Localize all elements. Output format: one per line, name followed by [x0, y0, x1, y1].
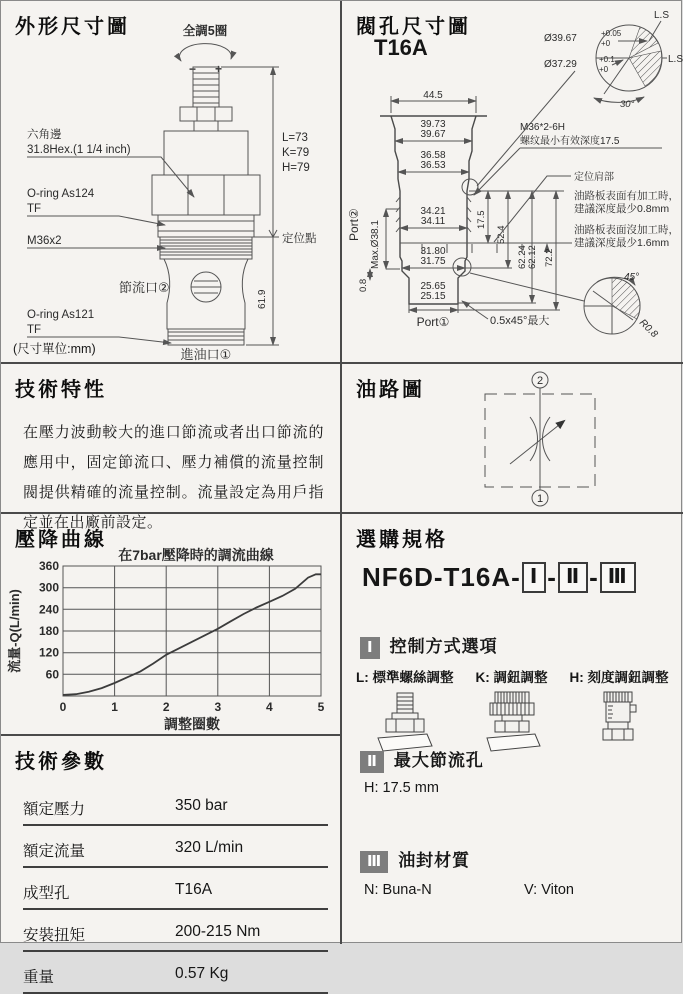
dim-31-75: 31.75: [420, 256, 446, 267]
dia-3967-tol-dn: +0: [601, 39, 611, 48]
unmachined-note-1: 油路板表面沒加工時，: [574, 224, 679, 236]
y-axis-label: 流量-Q(L/min): [7, 589, 22, 673]
param-value: 350 bar: [175, 797, 228, 814]
bottom-detail-view: [470, 272, 660, 340]
group1-numeral-chip: Ⅰ: [360, 637, 380, 659]
oring-top-label: O-ring As124: [27, 188, 95, 200]
angle-30-label: 30°: [620, 99, 635, 110]
option-H-label: H: 刻度調鈕調整: [569, 670, 669, 685]
seal-group: [360, 846, 470, 873]
svg-text:60: 60: [45, 667, 59, 682]
dim-62-24: 62.2462.12: [517, 245, 538, 269]
group1-heading: 控制方式選項: [389, 637, 498, 656]
params-table: [23, 784, 328, 994]
section-cavity-dimensions: [342, 1, 683, 364]
svg-text:1: 1: [111, 700, 118, 714]
ls-label-right: L.S: [668, 54, 683, 65]
group3-numeral-chip: Ⅲ: [360, 851, 388, 873]
oring-bottom-tf: TF: [27, 324, 42, 336]
chart-grid: [63, 566, 321, 696]
thread-label: M36x2: [27, 235, 62, 247]
seal-options-row: [364, 882, 574, 898]
dia-3729-tol-dn: +0: [599, 65, 609, 74]
model-sep-2: -: [547, 562, 557, 592]
params-title: 技術參數: [15, 751, 107, 773]
top-detail-view: [477, 10, 683, 186]
dim-K: K=79: [282, 147, 310, 159]
param-label: 成型孔: [23, 885, 70, 902]
param-label: 額定流量: [23, 843, 86, 860]
cavity-width-dims: [391, 90, 476, 329]
model-sep-1: -: [511, 562, 521, 592]
features-text: 在壓力波動較大的進口節流或者出口節流的應用中，固定節流口、壓力補償的流量控制閥提供精確的流量控制。流量設定為用戶指定並在出廠前設定。: [23, 424, 324, 531]
dim-39-73: 39.73: [420, 119, 446, 130]
angle-45-label: 45°: [624, 272, 640, 283]
ordering-title: 選購規格: [356, 529, 448, 551]
svg-text:300: 300: [38, 580, 59, 595]
knob-adjust-icon: [481, 690, 543, 754]
dim-62-12: 62.12: [527, 245, 538, 269]
model-numeral-1: Ⅰ: [522, 562, 546, 593]
plus-sign: +: [215, 62, 223, 76]
svg-text:4: 4: [266, 700, 273, 714]
seal-option-V: V: Viton: [524, 882, 574, 898]
table-row: [23, 826, 328, 868]
dim-34-11: 34.11: [420, 216, 446, 227]
adjust-turns-label: 全調5圈: [182, 24, 228, 38]
dim-0-8: 0.8: [358, 278, 369, 292]
dim-34-21: 34.21: [420, 206, 446, 217]
dim-44-5: 44.5: [423, 90, 443, 101]
section-features: [1, 364, 342, 531]
model-sep-3: -: [589, 562, 599, 592]
table-row: [23, 910, 328, 952]
dim-25-65: 25.65: [420, 281, 446, 292]
svg-text:3: 3: [214, 700, 222, 714]
table-row: [23, 952, 328, 994]
svg-text:120: 120: [38, 645, 59, 660]
dim-52-4: 52.4: [496, 225, 507, 244]
max-dia-label: Max.Ø38.1: [370, 220, 381, 269]
table-row: [23, 784, 328, 826]
screw-adjust-icon: [375, 690, 435, 754]
dia-3967: Ø39.67: [544, 33, 577, 44]
dim-72-2: 72.2: [544, 248, 555, 267]
dim-36-53: 36.53: [420, 160, 446, 171]
section-outline-dimensions: [1, 1, 342, 364]
orifice-option: H: 17.5 mm: [364, 780, 439, 796]
chamfer-note: 0.5x45°最大: [490, 315, 550, 327]
port1-label: Port①: [416, 315, 450, 329]
table-row: [23, 868, 328, 910]
cavity-model: T16A: [374, 35, 428, 60]
x-tick-labels: [60, 700, 325, 714]
outline-leader-labels: [27, 127, 194, 343]
dia-3729: Ø37.29: [544, 59, 577, 70]
dim-25-15: 25.15: [420, 291, 446, 302]
param-label: 安裝扭矩: [23, 927, 86, 944]
group2-heading: 最大節流孔: [393, 751, 484, 770]
thread-spec: M36*2-6H: [520, 122, 566, 133]
model-prefix: NF6D-T16A: [362, 562, 512, 592]
section-curve: [1, 514, 342, 736]
param-value: 200-215 Nm: [175, 923, 261, 940]
param-value: 320 L/min: [175, 839, 244, 856]
param-value: 0.57 Kg: [175, 965, 229, 982]
cavity-notes: [462, 122, 679, 327]
port2-label: Port②: [347, 208, 361, 241]
cavity-title: 閥孔尺寸圖: [356, 16, 471, 38]
outline-height-dims: [221, 67, 317, 345]
features-title: 技術特性: [15, 379, 107, 401]
shoulder-label: 定位肩部: [574, 172, 614, 183]
param-value: T16A: [175, 881, 213, 898]
option-L-label: L: 標準螺絲調整: [356, 670, 454, 685]
valve-body-outline: [152, 67, 260, 345]
group3-heading: 油封材質: [398, 851, 471, 870]
dim-L: L=73: [282, 132, 308, 144]
section-ordering: [342, 514, 683, 944]
circuit-title: 油路圖: [356, 379, 425, 401]
x-axis-label: 調整圈數: [164, 716, 220, 732]
svg-text:0: 0: [59, 700, 67, 714]
unit-note: (尺寸單位:mm): [13, 342, 96, 356]
hex-label-2: 31.8Hex.(1 1/4 inch): [27, 144, 131, 156]
dia-3967-tol-up: +0.05: [601, 29, 622, 38]
orifice-group: [360, 746, 484, 773]
seal-option-N: N: Buna-N: [364, 882, 432, 898]
dim-61-9: 61.9: [257, 289, 268, 309]
dim-31-80: 31.80: [420, 246, 446, 257]
radius-r08-label: R0.8: [636, 317, 660, 341]
dim-39-67: 39.67: [420, 129, 446, 140]
svg-text:360: 360: [38, 559, 59, 573]
dim-36-58: 36.58: [420, 150, 446, 161]
option-K: [476, 666, 548, 759]
throttle-port-label: 節流口②: [119, 280, 170, 295]
param-label: 額定壓力: [23, 801, 86, 818]
outline-title: 外形尺寸圖: [15, 16, 130, 38]
graduated-knob-icon: [589, 690, 649, 754]
flow-curve-chart: [1, 548, 342, 736]
dia-3729-tol-up: +0.1: [599, 55, 615, 64]
minus-sign: −: [189, 62, 197, 76]
oring-top-tf: TF: [27, 203, 42, 215]
thread-depth-note: 螺纹最小有效深度17.5: [520, 136, 620, 147]
cavity-left-labels: [347, 208, 400, 292]
svg-text:180: 180: [38, 624, 59, 638]
circuit-port-1: 1: [536, 493, 544, 505]
group2-numeral-chip: Ⅱ: [360, 751, 384, 773]
svg-text:2: 2: [162, 700, 170, 714]
curve-title: 壓降曲線: [15, 529, 107, 551]
dim-17-5: 17.5: [476, 210, 487, 229]
oring-bottom-label: O-ring As121: [27, 309, 95, 321]
option-H: [570, 666, 669, 759]
y-tick-labels: [39, 559, 59, 681]
svg-text:240: 240: [38, 602, 59, 617]
machined-note-2: 建議深度最少0.8mm: [574, 203, 670, 215]
svg-text:5: 5: [317, 700, 325, 714]
chart-title: 在7bar壓降時的調流曲線: [118, 547, 274, 563]
param-label: 重量: [23, 969, 55, 986]
model-code: [362, 562, 637, 593]
section-circuit: [342, 364, 683, 514]
valve-outline-drawing: [1, 21, 342, 361]
circuit-diagram: [342, 364, 683, 514]
hex-label-1: 六角邊: [27, 129, 62, 141]
model-numeral-2: Ⅱ: [558, 562, 588, 593]
locating-point-label: 定位點: [282, 233, 317, 245]
control-options-group: [360, 632, 498, 659]
ls-label-top: L.S: [654, 10, 670, 21]
section-parameters: [1, 736, 342, 986]
circuit-port-2: 2: [536, 375, 544, 387]
machined-note-1: 油路板表面有加工時，: [574, 190, 679, 202]
option-K-label: K: 調鈕調整: [475, 670, 548, 685]
dim-H: H=79: [282, 162, 310, 174]
model-numeral-3: Ⅲ: [600, 562, 636, 593]
throttle-symbol: [510, 417, 564, 464]
unmachined-note-2: 建議深度最少1.6mm: [574, 237, 670, 249]
inlet-port-label: 進油口①: [180, 347, 232, 362]
flow-curve-line: [63, 574, 321, 695]
